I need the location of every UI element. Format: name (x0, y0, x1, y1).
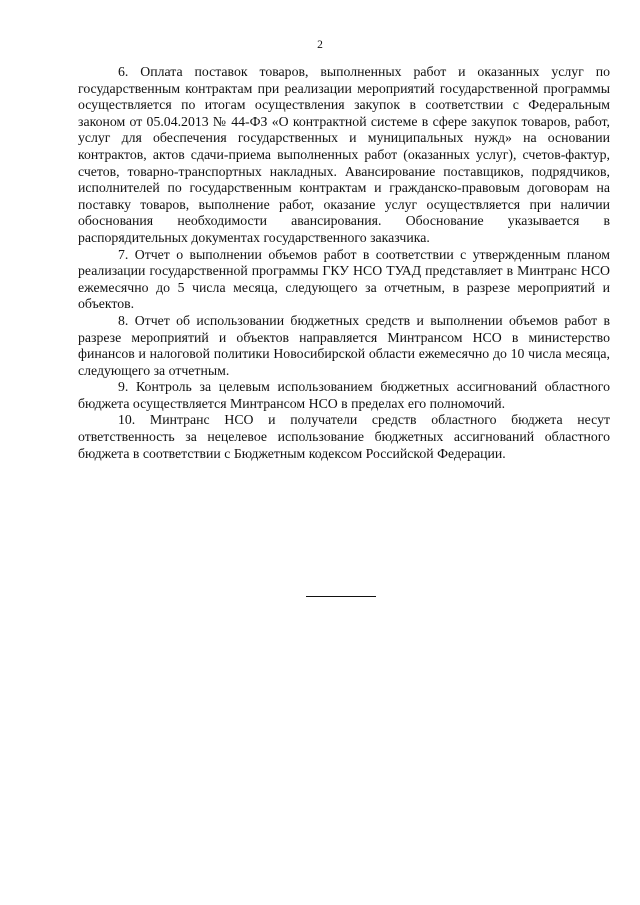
paragraph-6-payment: 6. Оплата поставок товаров, выполненных работ и оказанных услуг по государственным контрактам при реализации мероприятий государственной программы осуществляется по итогам осуществления закупок в соответствии с Федеральным законом от 05.04.2013 № 44-ФЗ «О контрактной системе в сфере закупок товаров, работ, услуг для обеспечения государственных и муниципальных нужд» на основании контрактов, актов сдачи-приема выполненных работ (оказанных услуг), счетов-фактур, счетов, товарно-транспортных накладных. Авансирование поставщиков, подрядчиков, исполнителей по государственным контрактам и гражданско-правовым договорам на поставку товаров, выполнение работ, оказание услуг осуществляется при наличии обоснования необходимости авансирования. Обоснование указывается в распорядительных документах государственного заказчика. (78, 64, 610, 245)
end-of-document-rule (306, 596, 376, 597)
paragraph-10-responsibility: 10. Минтранс НСО и получатели средств областного бюджета несут ответственность за нецелевое использование бюджетных ассигнований областного бюджета в соответствии с Бюджетным кодексом Российской Федерации. (78, 412, 610, 461)
paragraph-9-control: 9. Контроль за целевым использованием бюджетных ассигнований областного бюджета осуществляется Минтрансом НСО в пределах его полномочий. (78, 379, 610, 411)
document-body (78, 64, 610, 462)
paragraph-8-budget-report: 8. Отчет об использовании бюджетных средств и выполнении объемов работ в разрезе мероприятий и объектов направляется Минтрансом НСО в министерство финансов и налоговой политики Новосибирской области ежемесячно до 10 числа месяца, следующего за отчетным. (78, 312, 610, 378)
page-number: 2 (317, 39, 323, 51)
paragraph-7-work-report: 7. Отчет о выполнении объемов работ в соответствии с утвержденным планом реализации государственной программы ГКУ НСО ТУАД представляет в Минтранс НСО ежемесячно до 5 числа месяца, следующего за отчетным, в разрезе мероприятий и объектов. (78, 246, 610, 312)
